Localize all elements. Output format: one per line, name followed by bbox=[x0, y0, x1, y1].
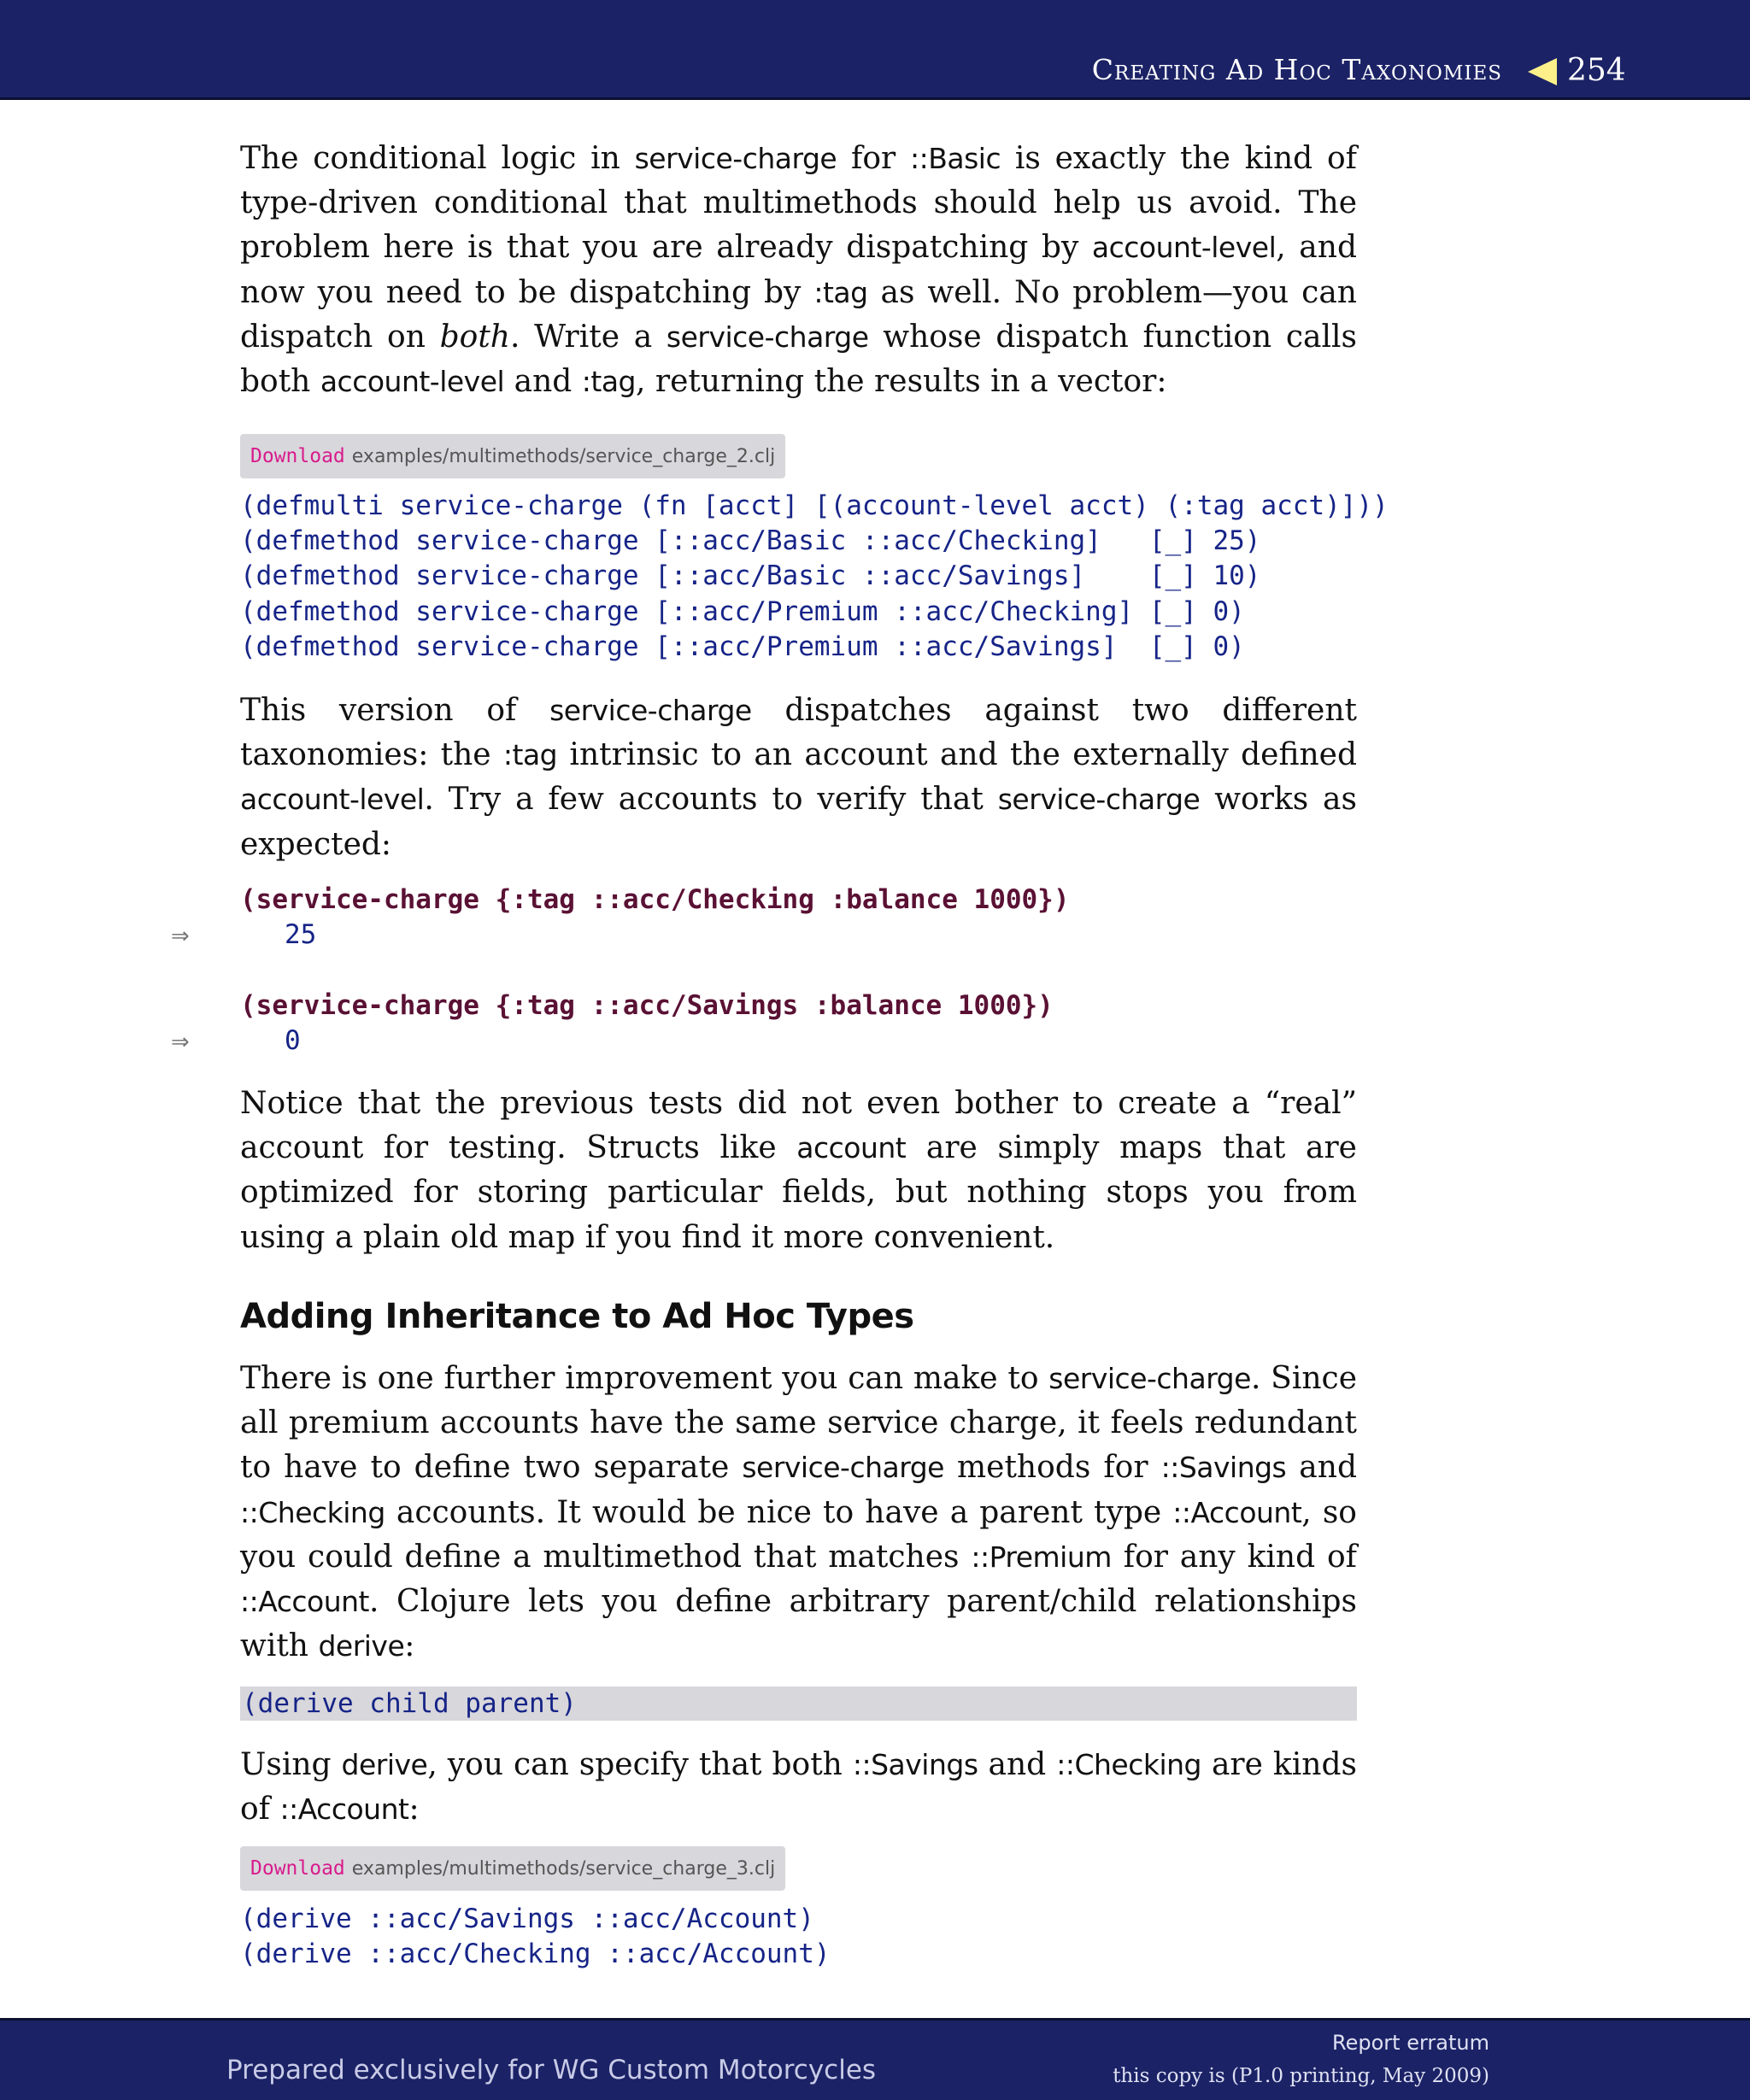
page-header bbox=[0, 0, 1750, 100]
report-erratum-link[interactable]: Report erratum bbox=[1332, 2031, 1489, 2055]
code-line: (defmethod service-charge [::acc/Basic ::acc/Checking] [_] 25) bbox=[240, 525, 1261, 557]
code-line: (defmethod service-charge [::acc/Premium ::acc/Savings] [_] 0) bbox=[240, 631, 1245, 662]
previous-page-arrow-icon[interactable] bbox=[1528, 58, 1557, 85]
result-arrow-icon: ⇒ bbox=[171, 924, 190, 949]
section-running-title: Creating Ad Hoc Taxonomies bbox=[1091, 53, 1502, 86]
paragraph-two-taxonomies: This version of service-charge dispatches against two different taxonomies: the :tag intrinsic to an account and the externally defined account-level. Try a few accounts to verify that service-charge works as expected: bbox=[240, 693, 1357, 862]
paragraph-inheritance: There is one further improvement you can make to service-charge. Since all premium accounts have the same service charge, it feels redundant to have to define two separate service-charge methods for ::Savings and ::Checking accounts. It would be nice to have a parent type ::Account, so you could define a multimethod that matches ::Premium for any kind of ::Account. Clojure lets you define arbitrary parent/child relationships with derive: bbox=[240, 1361, 1357, 1664]
download-label: Download bbox=[250, 445, 345, 467]
download-path: examples/multimethods/service_charge_3.clj bbox=[351, 1858, 776, 1880]
code-line: (derive ::acc/Savings ::acc/Account) bbox=[240, 1903, 814, 1934]
section-heading: Adding Inheritance to Ad Hoc Types bbox=[240, 1297, 914, 1336]
paragraph-real-account: Notice that the previous tests did not even bother to create a “real” account for testing. Structs like account are simply maps that are optimized for storing particular fields, but nothing stops you from using a plain old map if you find it more convenient. bbox=[240, 1086, 1357, 1255]
page-footer bbox=[0, 2018, 1750, 2100]
download-label: Download bbox=[250, 1857, 345, 1880]
result-arrow-icon: ⇒ bbox=[171, 1029, 190, 1055]
download-link-service-charge-2[interactable] bbox=[240, 434, 785, 478]
code-line: (derive ::acc/Checking ::acc/Account) bbox=[240, 1939, 831, 1970]
paragraph-using-derive: Using derive, you can specify that both ::Savings and ::Checking are kinds of ::Account: bbox=[240, 1747, 1357, 1827]
code-line: (defmethod service-charge [::acc/Premium ::acc/Checking] [_] 0) bbox=[240, 595, 1245, 627]
download-link-service-charge-3[interactable] bbox=[240, 1846, 785, 1891]
code-line: (defmulti service-charge (fn [acct] [(account-level acct) (:tag acct)])) bbox=[240, 490, 1389, 521]
repl-input-checking: (service-charge {:tag ::acc/Checking :balance 1000}) bbox=[240, 884, 1070, 915]
repl-output-savings: 0 bbox=[285, 1025, 301, 1056]
derive-syntax-box bbox=[240, 1686, 1357, 1721]
repl-output-checking: 25 bbox=[285, 919, 317, 950]
paragraph-dispatch-both: The conditional logic in service-charge for ::Basic is exactly the kind of type-driven conditional that multimethods should help us avoid. The problem here is that you are already dispatching by account-level, and now you need to be dispatching by :tag as well. No problem—you can dispatch on both. Write a service-charge whose dispatch function calls both account-level and :tag, returning the results in a vector: bbox=[240, 141, 1357, 400]
prepared-for-notice: Prepared exclusively for WG Custom Motorcycles bbox=[226, 2055, 877, 2085]
repl-input-savings: (service-charge {:tag ::acc/Savings :balance 1000}) bbox=[240, 990, 1054, 1021]
copy-printing-info: this copy is (P1.0 printing, May 2009) bbox=[1113, 2065, 1489, 2087]
code-line: (defmethod service-charge [::acc/Basic ::acc/Savings] [_] 10) bbox=[240, 560, 1261, 592]
derive-syntax-code: (derive child parent) bbox=[242, 1688, 577, 1719]
page-number: 254 bbox=[1567, 53, 1626, 88]
download-path: examples/multimethods/service_charge_2.clj bbox=[351, 446, 776, 467]
